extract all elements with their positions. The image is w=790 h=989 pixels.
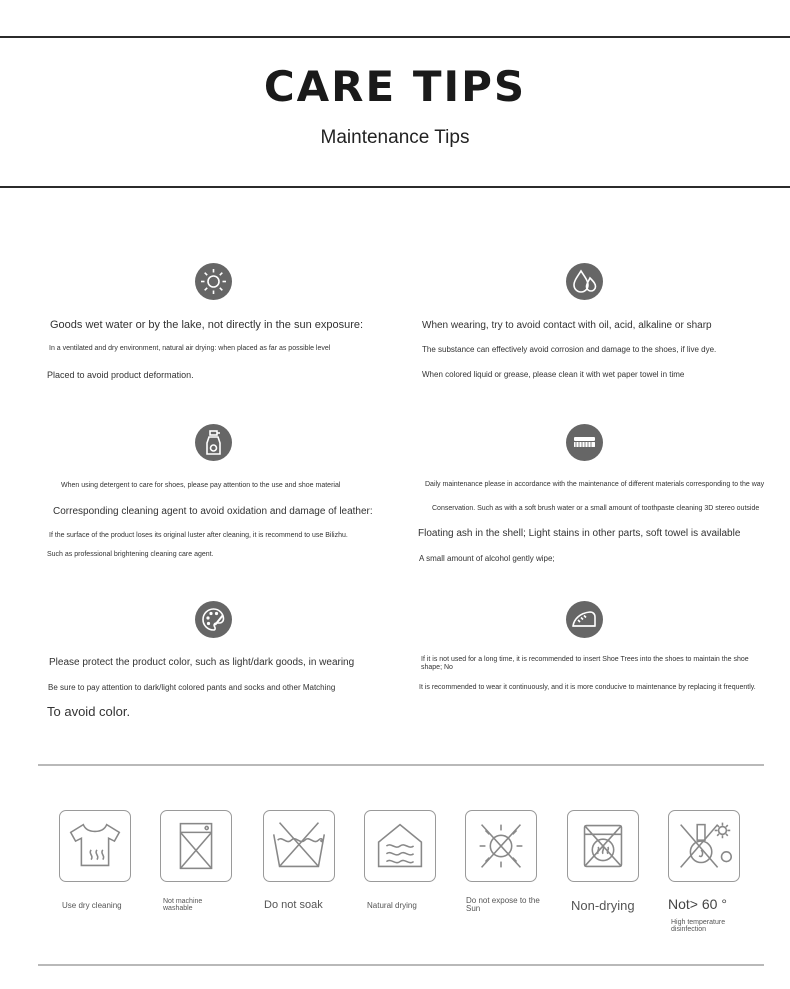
top-rule: [0, 36, 790, 38]
page-title: CARE TIPS: [263, 62, 527, 111]
tip-text: In a ventilated and dry environment, natural air drying: when placed as far as possible level: [49, 345, 331, 352]
sun-icon: [195, 263, 232, 300]
header-bottom-rule: [0, 186, 790, 188]
tip-text: When colored liquid or grease, please clean it with wet paper towel in time: [422, 370, 685, 379]
tip-text: Such as professional brightening cleaning care agent.: [47, 551, 214, 558]
natural-drying-icon: [364, 810, 436, 882]
care-label: Natural drying: [367, 901, 417, 910]
care-label: Do not expose to the Sun: [466, 896, 540, 914]
care-label: Non-drying: [571, 898, 635, 913]
no-high-temp-icon: [668, 810, 740, 882]
no-sun-icon: [465, 810, 537, 882]
tip-text: Be sure to pay attention to dark/light colored pants and socks and other Matching: [48, 683, 336, 692]
shoe-icon: [566, 601, 603, 638]
care-label: Use dry cleaning: [62, 901, 122, 910]
care-sublabel: High temperature disinfection: [671, 919, 726, 934]
tip-text: If the surface of the product loses its original luster after cleaning, it is recommend to use Bilizhu.: [49, 532, 348, 539]
dry-cleaning-icon: [59, 810, 131, 882]
care-label: Do not soak: [264, 899, 323, 911]
palette-icon: [195, 601, 232, 638]
water-drops-icon: [566, 263, 603, 300]
tip-text: The substance can effectively avoid corrosion and damage to the shoes, if live dye.: [422, 345, 717, 354]
tip-text: When using detergent to care for shoes, please pay attention to the use and shoe material: [61, 482, 341, 489]
tip-text: When wearing, try to avoid contact with oil, acid, alkaline or sharp: [422, 320, 712, 331]
tip-text: Placed to avoid product deformation.: [47, 370, 194, 380]
tip-text: Daily maintenance please in accordance with the maintenance of different materials corresponding to the way: [425, 481, 765, 488]
tip-text: Goods wet water or by the lake, not directly in the sun exposure:: [50, 319, 364, 331]
tip-text: If it is not used for a long time, it is recommended to insert Shoe Trees into the shoes to maintain the shoe shape; No: [421, 656, 749, 671]
care-label: Not> 60 °: [668, 896, 727, 912]
tip-text: Conservation. Such as with a soft brush water or a small amount of toothpaste cleaning 3D stereo outside: [432, 505, 760, 512]
tip-text: Corresponding cleaning agent to avoid oxidation and damage of leather:: [53, 506, 373, 517]
care-label: Not machine washable: [163, 898, 203, 913]
tip-text: Please protect the product color, such as light/dark goods, in wearing: [49, 657, 355, 668]
care-section-top-rule: [38, 764, 764, 766]
tip-text: Floating ash in the shell; Light stains in other parts, soft towel is available: [418, 528, 741, 539]
page-subtitle: Maintenance Tips: [320, 127, 470, 148]
tip-text: A small amount of alcohol gently wipe;: [419, 554, 555, 563]
brush-icon: [566, 424, 603, 461]
no-tumble-dry-icon: [567, 810, 639, 882]
care-section-bottom-rule: [38, 964, 764, 966]
no-machine-wash-icon: [160, 810, 232, 882]
do-not-soak-icon: [263, 810, 335, 882]
tip-text: To avoid color.: [47, 704, 131, 719]
spray-bottle-icon: [195, 424, 232, 461]
tip-text: It is recommended to wear it continuously, and it is more conducive to maintenance by replacing it frequently.: [419, 684, 756, 691]
